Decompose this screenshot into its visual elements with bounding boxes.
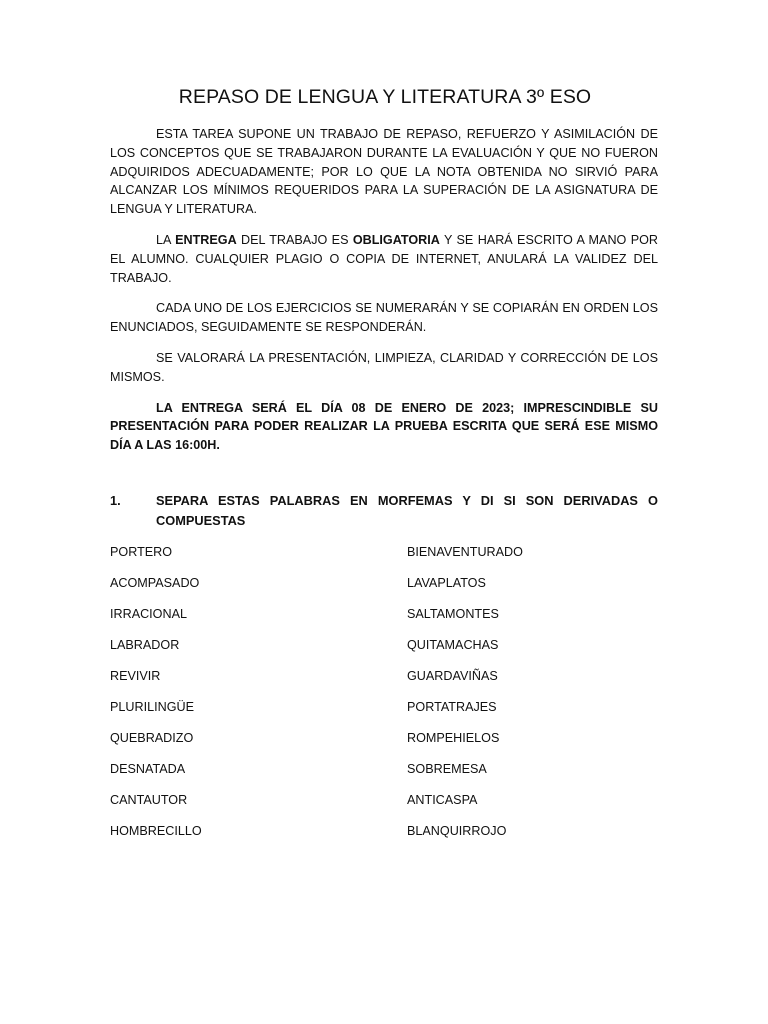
delivery-bold-entrega: ENTREGA [175, 232, 237, 247]
deadline-paragraph: LA ENTREGA SERÁ EL DÍA 08 DE ENERO DE 2023; IMPRESCINDIBLE SU PRESENTACIÓN PARA PODER REALIZAR LA PRUEBA ESCRITA QUE SERÁ ESE MISMO DÍA A LAS 16:00H. [110, 400, 658, 453]
word-item: ROMPEHIELOS [407, 730, 500, 745]
numbering-paragraph: CADA UNO DE LOS EJERCICIOS SE NUMERARÁN Y SE COPIARÁN EN ORDEN LOS ENUNCIADOS, SEGUIDAMENTE SE RESPONDERÁN. [110, 301, 658, 335]
word-item: BLANQUIRROJO [407, 823, 507, 838]
word-item: DESNATADA [110, 761, 186, 776]
exercise-1-heading [110, 491, 658, 532]
word-item: SOBREMESA [407, 761, 487, 776]
word-item: PLURILINGÜE [110, 699, 194, 714]
delivery-text-1: LA [156, 232, 176, 247]
word-item: SALTAMONTES [407, 606, 499, 621]
intro-paragraph: ESTA TAREA SUPONE UN TRABAJO DE REPASO, REFUERZO Y ASIMILACIÓN DE LOS CONCEPTOS QUE SE TRABAJARON DURANTE LA EVALUACIÓN Y QUE NO FUERON ADQUIRIDOS ADECUADAMENTE; POR LO QUE LA NOTA OBTENIDA NO SIRVIÓ PARA ALCANZAR LOS MÍNIMOS REQUERIDOS PARA LA SUPERACIÓN DE LA ASIGNATURA DE LENGUA Y LITERATURA. [110, 127, 658, 217]
word-item: IRRACIONAL [110, 606, 187, 621]
exercise-instruction: SEPARA ESTAS PALABRAS EN MORFEMAS Y DI SI SON DERIVADAS O COMPUESTAS [156, 492, 658, 529]
delivery-text-3: Y SE HARÁ ESCRITO A MANO POR EL ALUMNO. CUALQUIER PLAGIO O COPIA DE INTERNET, ANULARÁ LA VALIDEZ DEL TRABAJO. [110, 232, 658, 285]
word-item: HOMBRECILLO [110, 823, 202, 838]
word-item: GUARDAVIÑAS [407, 668, 498, 683]
delivery-paragraph [110, 231, 658, 287]
word-item: ANTICASPA [407, 792, 478, 807]
word-item: QUEBRADIZO [110, 730, 194, 745]
delivery-bold-obligatoria: OBLIGATORIA [352, 232, 440, 247]
word-item: ACOMPASADO [110, 575, 200, 590]
word-item: QUITAMACHAS [407, 637, 499, 652]
word-item: LABRADOR [110, 637, 180, 652]
word-item: REVIVIR [110, 668, 161, 683]
word-item: PORTERO [110, 544, 173, 559]
document-title: REPASO DE LENGUA Y LITERATURA 3º ESO [178, 86, 592, 108]
word-list [110, 542, 658, 852]
word-item: BIENAVENTURADO [407, 544, 523, 559]
word-item: CANTAUTOR [110, 792, 188, 807]
delivery-text-2: DEL TRABAJO ES [236, 232, 353, 247]
word-item: LAVAPLATOS [407, 575, 486, 590]
word-item: PORTATRAJES [407, 699, 497, 714]
evaluation-paragraph: SE VALORARÁ LA PRESENTACIÓN, LIMPIEZA, CLARIDAD Y CORRECCIÓN DE LOS MISMOS. [110, 350, 658, 384]
exercise-number: 1. [110, 492, 121, 508]
